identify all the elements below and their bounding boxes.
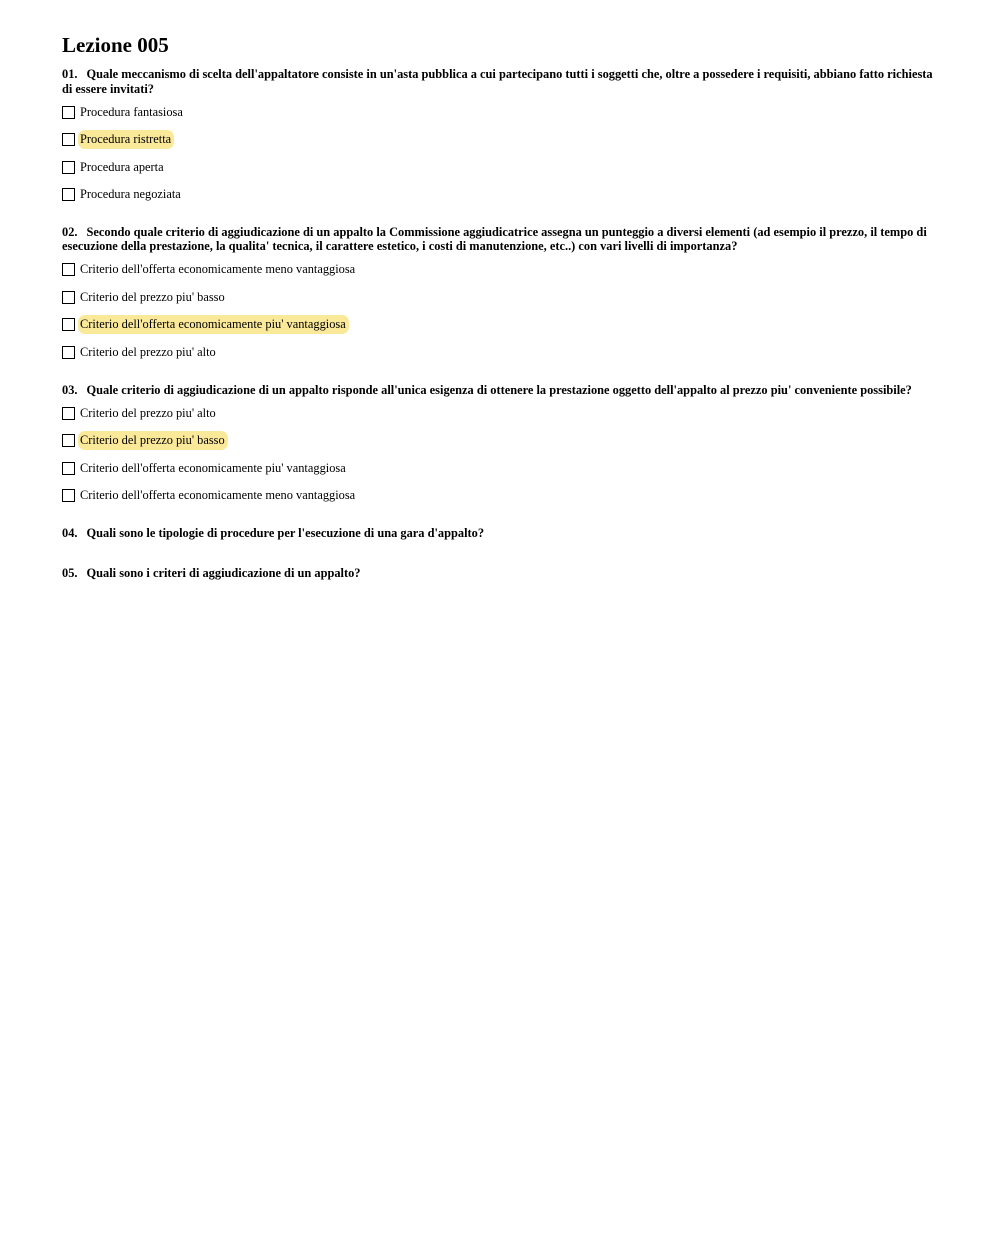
question-01 — [62, 67, 938, 205]
question-number: 05. — [62, 566, 78, 581]
checkbox[interactable] — [62, 318, 75, 331]
answer-option[interactable] — [62, 315, 938, 335]
question-text — [62, 566, 938, 581]
checkbox[interactable] — [62, 434, 75, 447]
question-number: 02. — [62, 224, 78, 239]
question-body: Quali sono le tipologie di procedure per l'esecuzione di una gara d'appalto? — [86, 525, 485, 540]
option-label: Criterio del prezzo piu' alto — [80, 405, 216, 420]
option-label-highlighted: Criterio dell'offerta economicamente piu' vantaggiosa — [78, 315, 349, 334]
question-number: 03. — [62, 382, 78, 397]
question-05 — [62, 566, 938, 581]
checkbox[interactable] — [62, 161, 75, 174]
question-text — [62, 225, 938, 254]
checkbox[interactable] — [62, 188, 75, 201]
page-title: Lezione 005 — [62, 33, 169, 57]
question-number: 01. — [62, 67, 78, 81]
option-label: Procedura aperta — [80, 159, 164, 174]
question-text — [62, 383, 938, 398]
option-label: Criterio del prezzo piu' basso — [80, 289, 225, 304]
answer-option[interactable] — [62, 458, 938, 478]
question-body: Secondo quale criterio di aggiudicazione di un appalto la Commissione aggiudicatrice assegna un punteggio a diversi elementi (ad esempio il prezzo, il tempo di esecuzione della prestazione, la qualita' tecnica, il carattere estetico, i costi di manutenzione, etc..) con vari livelli di importanza? — [62, 224, 927, 254]
option-label-highlighted: Criterio del prezzo piu' basso — [78, 431, 228, 450]
answer-option[interactable] — [62, 343, 938, 363]
document-page — [62, 33, 938, 607]
option-label: Criterio dell'offerta economicamente meno vantaggiosa — [80, 262, 356, 277]
checkbox[interactable] — [62, 407, 75, 420]
answer-option[interactable] — [62, 185, 938, 205]
checkbox[interactable] — [62, 263, 75, 276]
checkbox[interactable] — [62, 462, 75, 475]
option-label: Procedura negoziata — [80, 187, 181, 202]
checkbox[interactable] — [62, 346, 75, 359]
option-label: Criterio dell'offerta economicamente piu' vantaggiosa — [80, 460, 346, 475]
question-text — [62, 67, 938, 96]
question-02 — [62, 225, 938, 363]
option-label-highlighted: Procedura ristretta — [78, 130, 174, 149]
question-number: 04. — [62, 525, 78, 540]
question-03 — [62, 383, 938, 506]
question-body: Quale criterio di aggiudicazione di un appalto risponde all'unica esigenza di ottenere la prestazione oggetto dell'appalto al prezzo piu' conveniente possibile? — [86, 382, 912, 397]
question-body: Quale meccanismo di scelta dell'appaltatore consiste in un'asta pubblica a cui partecipano tutti i soggetti che, oltre a possedere i requisiti, abbiano fatto richiesta di essere invitati? — [62, 67, 933, 96]
checkbox[interactable] — [62, 489, 75, 502]
answer-option[interactable] — [62, 130, 938, 150]
answer-option[interactable] — [62, 431, 938, 451]
question-body: Quali sono i criteri di aggiudicazione di un appalto? — [86, 566, 361, 581]
answer-option[interactable] — [62, 102, 938, 122]
option-label: Procedura fantasiosa — [80, 104, 183, 119]
checkbox[interactable] — [62, 291, 75, 304]
checkbox[interactable] — [62, 133, 75, 146]
option-label: Criterio dell'offerta economicamente meno vantaggiosa — [80, 488, 356, 503]
answer-option[interactable] — [62, 403, 938, 423]
checkbox[interactable] — [62, 106, 75, 119]
answer-option[interactable] — [62, 287, 938, 307]
option-label: Criterio del prezzo piu' alto — [80, 345, 216, 360]
question-text — [62, 526, 938, 541]
question-04 — [62, 526, 938, 541]
answer-option[interactable] — [62, 260, 938, 280]
answer-option[interactable] — [62, 486, 938, 506]
answer-option[interactable] — [62, 157, 938, 177]
